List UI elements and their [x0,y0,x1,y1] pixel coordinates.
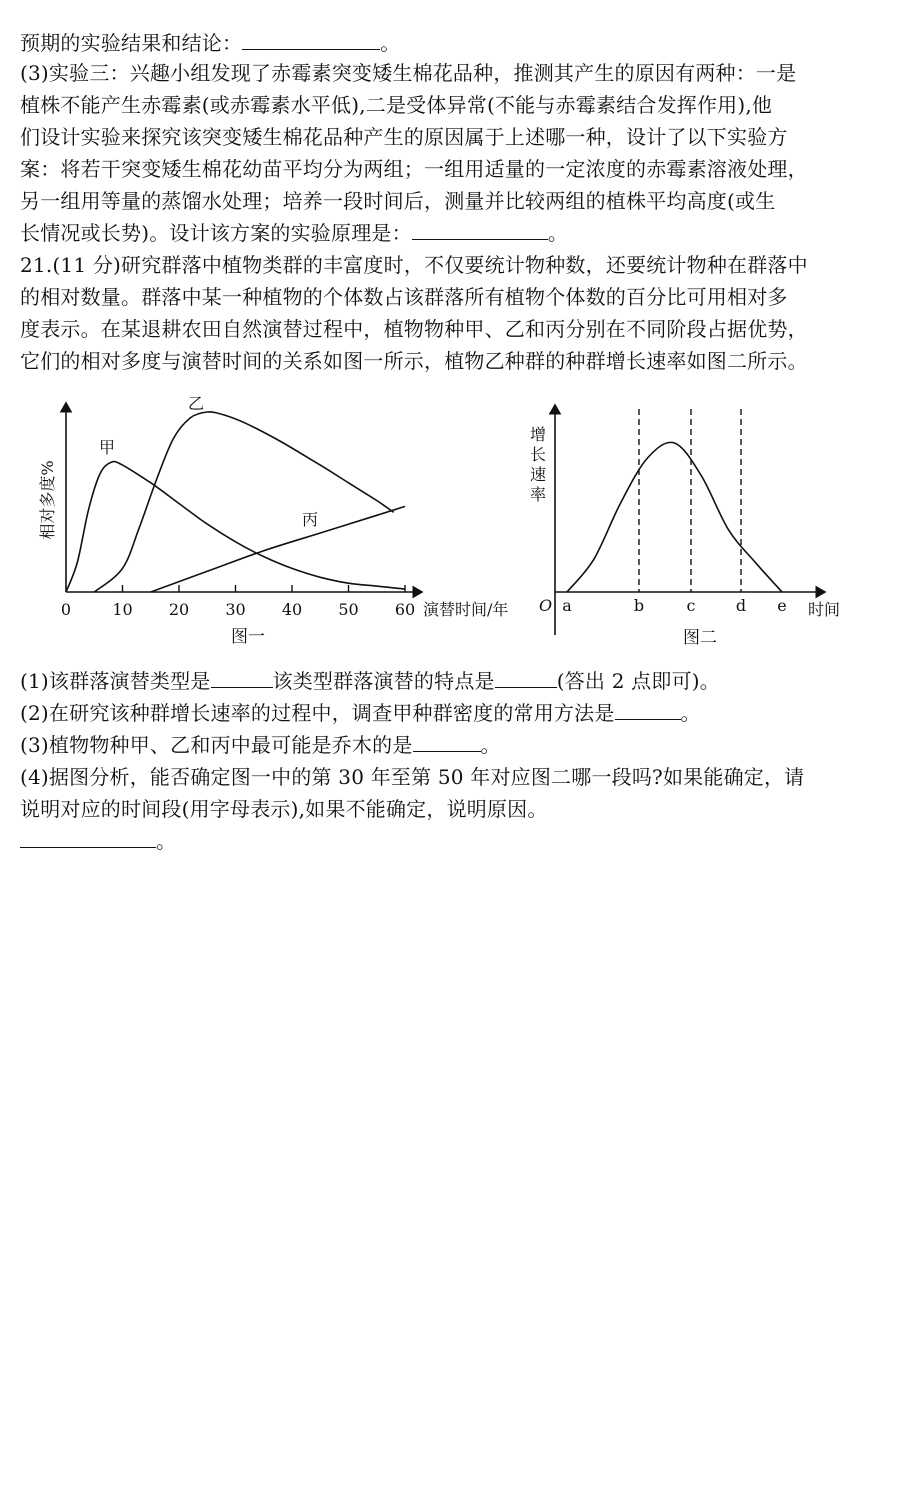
chart-figure-2 [525,395,865,660]
text-line-10: 度表示。在某退耕农田自然演替过程中，植物物种甲、乙和丙分别在不同阶段占据优势， [20,317,808,341]
question-3 [20,730,880,760]
fig2-ylabel: 增 长 速 率 [530,425,547,504]
answer-blank-2[interactable] [412,219,548,240]
fig2-ticks [562,596,787,615]
fig1-series-labels [99,394,318,529]
text-line-1 [20,28,880,58]
q1-part-b: 该类型群落演替的特点是 [272,669,495,693]
fig1-ticks [61,585,415,619]
fig1-xlabel: 演替时间/年 [423,600,509,619]
q1-part-a: (1)该群落演替类型是 [20,669,211,693]
fig2-tick-label: e [777,596,787,615]
answer-blank-q2[interactable] [615,699,681,720]
question-4-answer [20,826,880,856]
fig2-tick-label: b [633,596,645,615]
fig1-tick-label: 60 [394,600,416,619]
fig2-xlabel: 时间 [808,600,841,619]
answer-blank-q1a[interactable] [211,667,273,688]
text-line-4: 们设计实验来探究该突变矮生棉花品种产生的原因属于上述哪一种，设计了以下实验方 [20,125,788,149]
fig2-curves [567,442,782,592]
question-21-header: 21.(11 分)研究群落中植物类群的丰富度时，不仅要统计物种数，还要统计物种在群落中 [20,253,808,277]
question-4: (4)据图分析，能否确定图一中的第 30 年至第 50 年对应图二哪一段吗?如果能确定，请 [20,765,805,789]
answer-blank-q3[interactable] [413,731,481,752]
answer-blank-q1b[interactable] [495,667,557,688]
q3-text: (3)植物物种甲、乙和丙中最可能是乔木的是 [20,733,413,757]
text-line-6: 另一组用等量的蒸馏水处理；培养一段时间后，测量并比较两组的植株平均高度(或生 [20,189,776,213]
fig1-tick-label: 10 [112,600,133,619]
fig1-curve-2 [94,412,393,592]
fig2-caption: 图二 [683,628,717,648]
answer-blank-1[interactable] [242,29,380,50]
q2-end: 。 [680,701,701,725]
fig1-series-label: 丙 [302,510,319,529]
fig2-origin-label: O [539,596,553,615]
fig2-tick-label: d [735,596,747,615]
fig1-curve-3 [151,506,405,592]
text-line-2: (3)实验三：兴趣小组发现了赤霉素突变矮生棉花品种，推测其产生的原因有两种：一是 [20,61,797,85]
q1-part-c: (答出 2 点即可)。 [556,669,720,693]
fig2-curve-1 [567,442,782,592]
fig1-tick-label: 40 [281,600,303,619]
fig1-ylabel: 相对多度% [38,460,57,540]
q2-text: (2)在研究该种群增长速率的过程中，调查甲种群密度的常用方法是 [20,701,615,725]
answer-blank-q4[interactable] [20,827,156,848]
fig2-dashed-markers [639,409,741,592]
fig2-tick-label: a [562,596,572,615]
line-1-end: 。 [380,31,401,55]
text-line-11: 它们的相对多度与演替时间的关系如图一所示，植物乙种群的种群增长速率如图二所示。 [20,349,808,373]
line-1-text: 预期的实验结果和结论： [20,31,243,55]
text-line-9: 的相对数量。群落中某一种植物的个体数占该群落所有植物个体数的百分比可用相对多 [20,285,788,309]
line-7-text: 长情况或长势)。设计该方案的实验原理是： [20,221,412,245]
question-1 [20,666,880,696]
fig1-series-label: 甲 [99,438,116,457]
line-7-end: 。 [547,221,569,245]
text-line-7 [20,218,880,248]
text-line-3: 植株不能产生赤霉素(或赤霉素水平低),二是受体异常(不能与赤霉素结合发挥作用),他 [20,93,773,117]
question-4-line-2: 说明对应的时间段(用字母表示),如果不能确定，说明原因。 [20,797,548,821]
fig1-tick-label: 50 [338,600,359,619]
fig1-series-label: 乙 [188,394,205,413]
q3-end: 。 [480,733,501,757]
chart-figure-1 [20,385,530,660]
fig1-curves [66,412,405,592]
fig1-tick-label: 0 [60,600,72,619]
q4-end: 。 [156,829,177,853]
question-2 [20,698,880,728]
fig1-caption: 图一 [231,627,265,647]
fig1-curve-1 [66,462,405,592]
text-line-5: 案：将若干突变矮生棉花幼苗平均分为两组；一组用适量的一定浓度的赤霉素溶液处理， [20,157,808,181]
fig2-tick-label: c [686,596,696,615]
fig1-tick-label: 30 [225,600,246,619]
fig1-tick-label: 20 [168,600,190,619]
